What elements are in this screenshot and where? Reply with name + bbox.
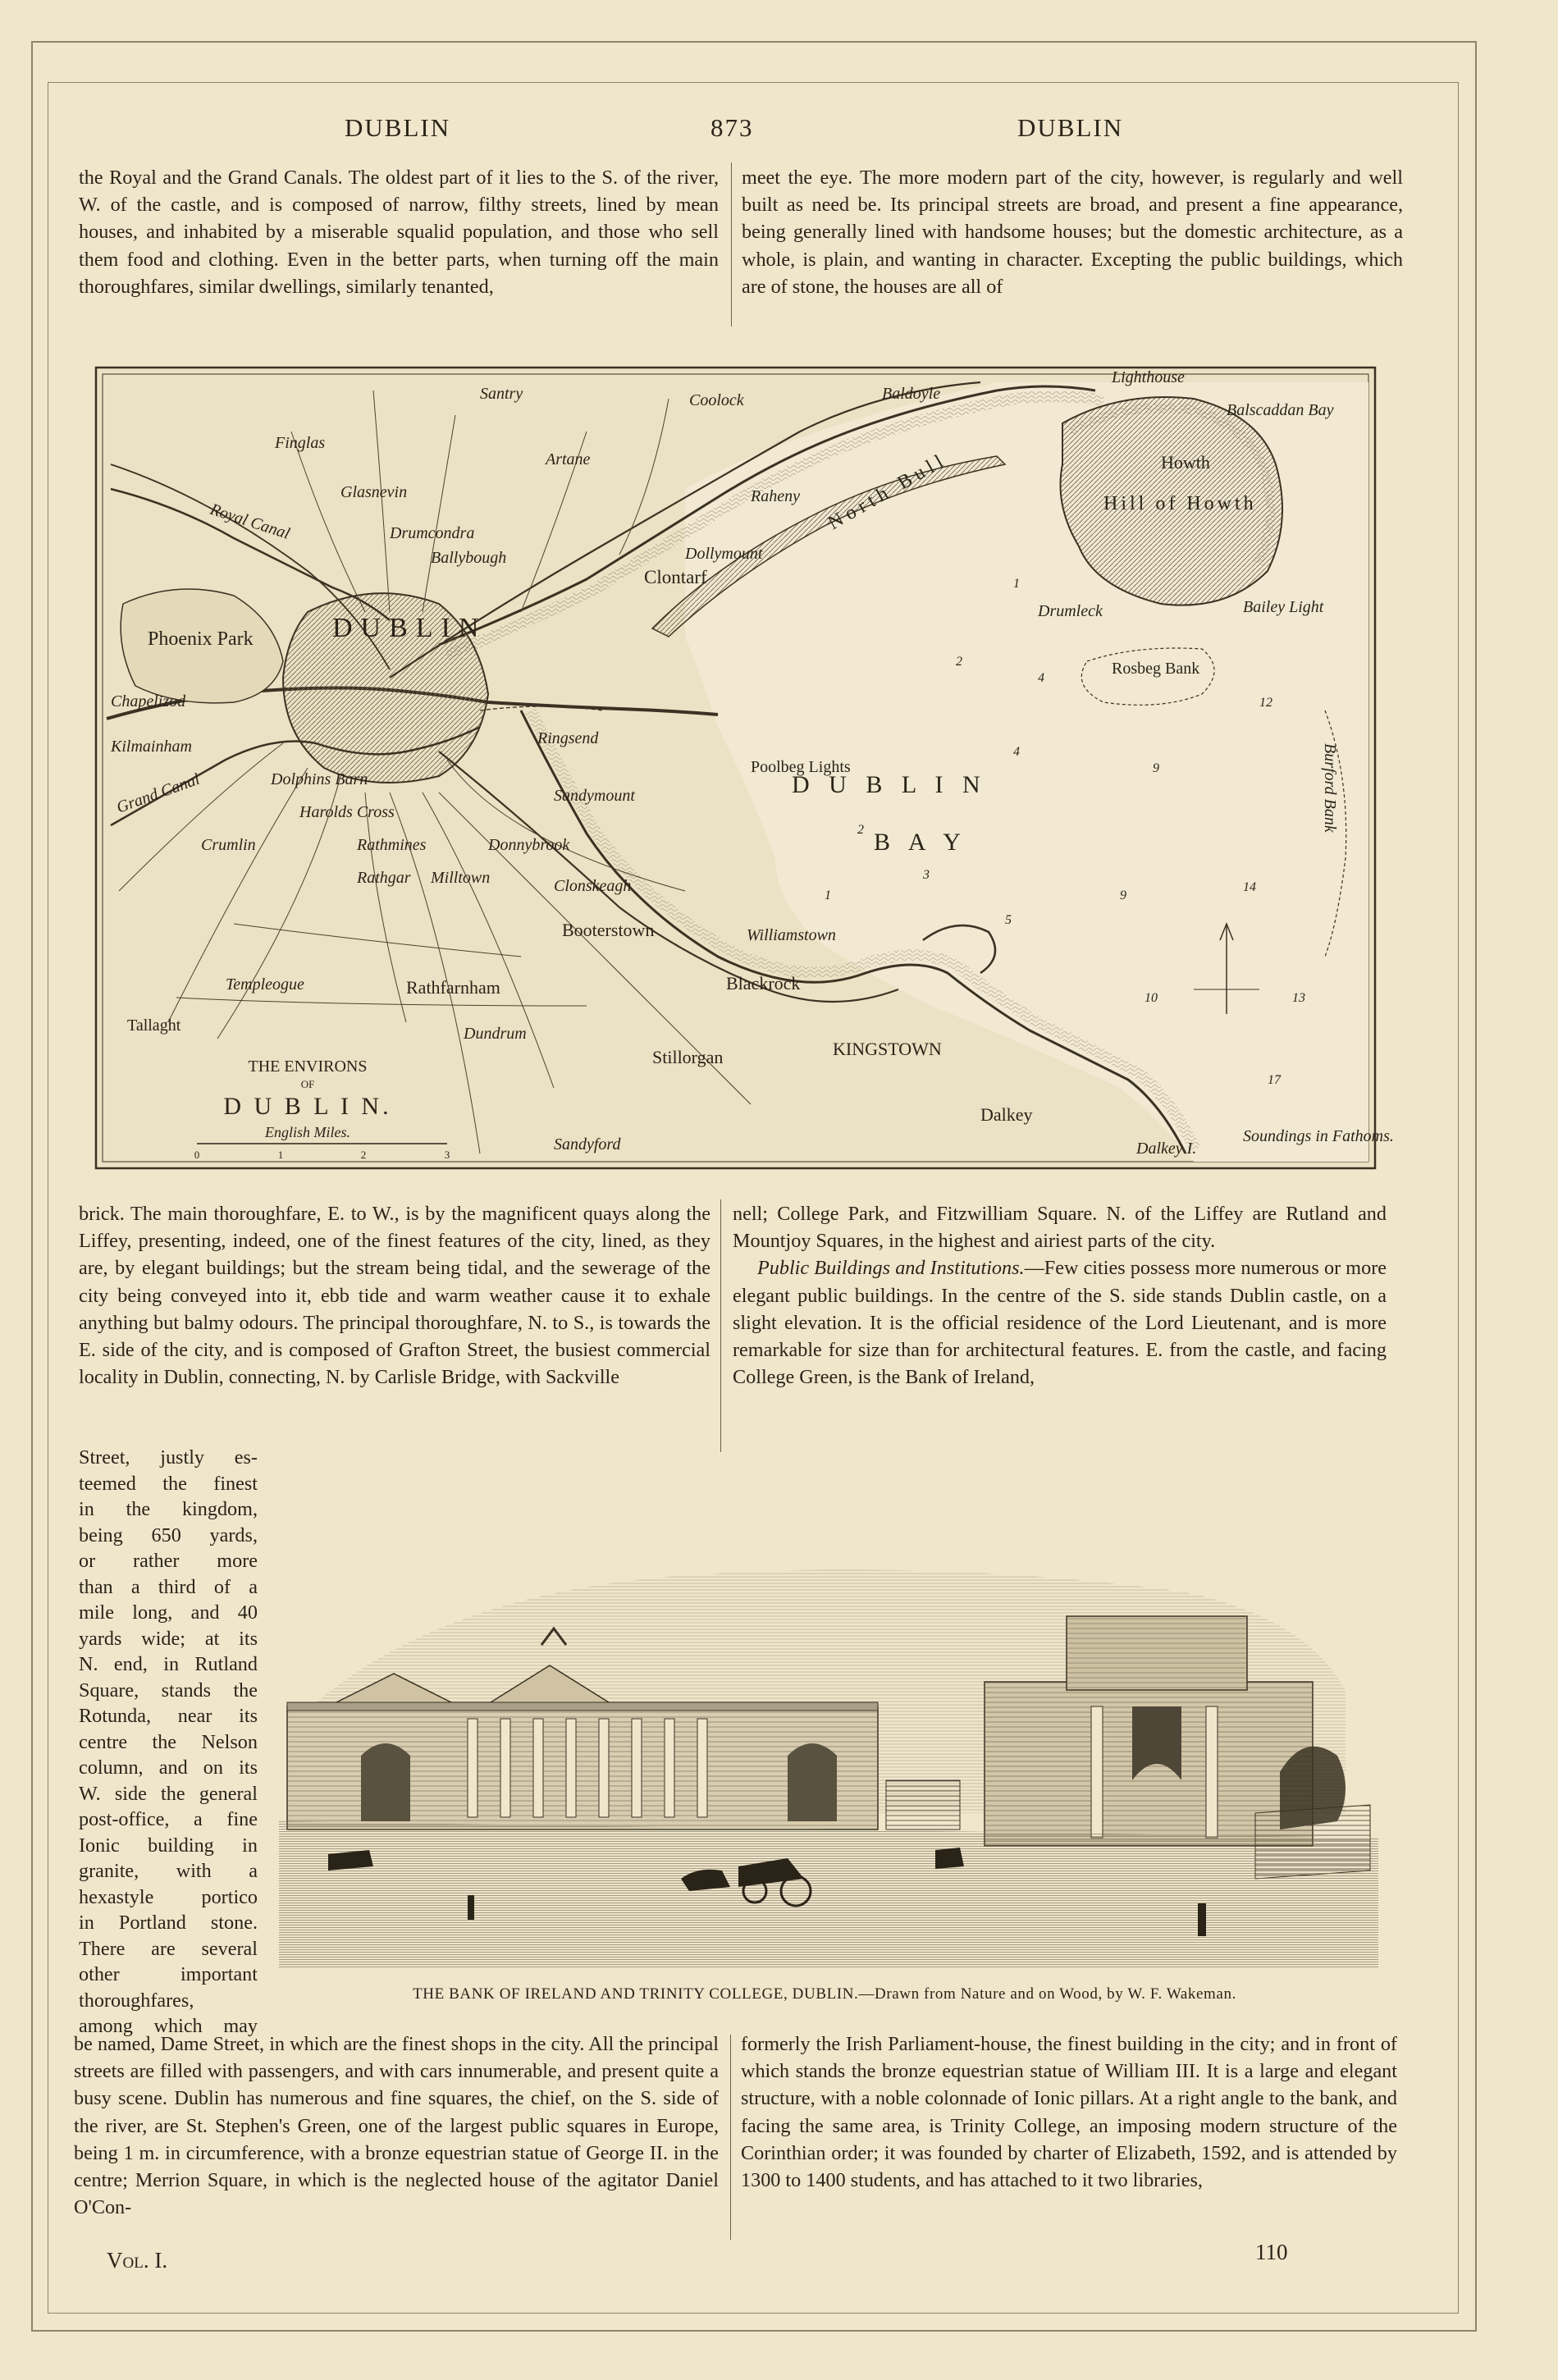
pedestrian bbox=[1198, 1903, 1206, 1936]
sounding: 1 bbox=[825, 889, 831, 902]
map-label-grand-canal: Grand Canal bbox=[114, 770, 203, 817]
map-label-dalkey-island: Dalkey I. bbox=[1136, 1140, 1197, 1158]
map-label-chapelizod: Chapelizod bbox=[111, 692, 186, 710]
map-scale-tick: 3 bbox=[444, 1149, 450, 1161]
map-label-dublin-city: DUBLIN bbox=[332, 613, 487, 643]
narrow-text-line: Ionic building in bbox=[79, 1834, 258, 1857]
map-label-finglas: Finglas bbox=[275, 434, 326, 452]
narrow-text-line: Street, justly es- bbox=[79, 1446, 258, 1469]
map-scale-tick: 2 bbox=[360, 1149, 367, 1161]
sounding: 3 bbox=[923, 868, 930, 882]
map-label-donnybrook: Donnybrook bbox=[488, 836, 570, 854]
sounding: 2 bbox=[956, 655, 962, 669]
map-label-dundrum: Dundrum bbox=[464, 1025, 527, 1043]
pedestrian bbox=[468, 1895, 474, 1920]
map-label-burford-bank: Burford Bank bbox=[1321, 743, 1339, 833]
narrow-text-line: than a third of a bbox=[79, 1575, 258, 1598]
text-mid-right-b-body: —Few cities possess more numerous or more elegant public buildings. In the centre of the S. side stands Dublin castle, on a slight elevation. It is the official residence of the Lord Lieutenant, and is more remarkable for size than for architectural features. E. from the castle, and facing College Green, is the Bank of Ireland, bbox=[733, 1257, 1387, 1389]
map-label-phoenix-park: Phoenix Park bbox=[148, 628, 254, 650]
section-heading-public-buildings: Public Buildings and Institutions. bbox=[757, 1257, 1025, 1280]
text-mid-right-a: nell; College Park, and Fitzwilliam Square. N. of the Liffey are Rutland and Mountjoy Squares, in the highest and airiest parts of the city. bbox=[733, 1203, 1387, 1253]
column-rule-mid bbox=[720, 1199, 721, 1452]
narrow-text-line: mile long, and 40 bbox=[79, 1601, 258, 1624]
map-label-sandyford: Sandyford bbox=[554, 1135, 621, 1153]
running-head-left: DUBLIN bbox=[345, 113, 451, 142]
narrow-text-line: N. end, in Rutland bbox=[79, 1653, 258, 1675]
narrow-text-line: yards wide; at its bbox=[79, 1627, 258, 1650]
narrow-text-line: among which may bbox=[79, 2015, 258, 2037]
narrow-text-line: Square, stands the bbox=[79, 1679, 258, 1702]
map-label-santry: Santry bbox=[480, 385, 523, 403]
sounding: 1 bbox=[1013, 577, 1020, 591]
map-label-artane: Artane bbox=[546, 450, 591, 468]
map-label-lighthouse: Lighthouse bbox=[1112, 368, 1185, 386]
map-label-rathgar: Rathgar bbox=[357, 869, 411, 887]
map-label-soundings: Soundings in Fathoms. bbox=[1243, 1127, 1394, 1145]
narrow-text-line: or rather more bbox=[79, 1550, 258, 1572]
narrow-text-line: thoroughfares, bbox=[79, 1989, 194, 2012]
map-label-rosbeg-bank: Rosbeg Bank bbox=[1112, 660, 1200, 678]
map-label-drumcondra: Drumcondra bbox=[390, 524, 475, 542]
map-label-sandymount: Sandymount bbox=[554, 787, 635, 805]
map-title-line2: OF bbox=[300, 1078, 315, 1090]
map-label-tallaght: Tallaght bbox=[127, 1016, 181, 1035]
footer-signature: 110 bbox=[1255, 2240, 1288, 2264]
narrow-text-line: in the kingdom, bbox=[79, 1498, 258, 1520]
map-label-stillorgan: Stillorgan bbox=[652, 1047, 724, 1067]
text-bottom-left: be named, Dame Street, in which are the finest shops in the city. All the principal streets are filled with passengers, and with cars innumerable, and present quite a busy scene. Dublin has numerous and fine squares, the chief, on the S. side of the river, are St. Stephen's Green, one of the largest public squares in Europe, being 1 m. in circumference, with a bronze equestrian statue of George II. in the centre; Merrion Square, in which is the neglected house of the agitator Daniel O'Con- bbox=[74, 2033, 719, 2219]
map-scale-tick: 0 bbox=[194, 1149, 200, 1161]
map-label-coolock: Coolock bbox=[689, 391, 744, 409]
engraving-caption: THE BANK OF IRELAND AND TRINITY COLLEGE, DUBLIN.—Drawn from Nature and on Wood, by W. F. Wakeman. bbox=[413, 1985, 1236, 2003]
map-label-milltown: Milltown bbox=[431, 869, 491, 887]
map-label-hill-of-howth: Hill of Howth bbox=[1103, 493, 1257, 514]
narrow-text-line: teemed the finest bbox=[79, 1472, 258, 1495]
map-label-raheny: Raheny bbox=[751, 487, 800, 505]
map-label-dublin-bay-2: B A Y bbox=[874, 829, 967, 856]
map-title-line1: THE ENVIRONS bbox=[248, 1058, 368, 1076]
sounding: 17 bbox=[1268, 1073, 1281, 1087]
map-label-blackrock: Blackrock bbox=[726, 973, 801, 994]
map-label-north-bull: North Bull bbox=[825, 449, 952, 535]
map-label-drumleck: Drumleck bbox=[1038, 602, 1103, 620]
sounding: 10 bbox=[1145, 991, 1158, 1005]
sounding: 4 bbox=[1038, 671, 1044, 685]
narrow-text-line: centre the Nelson bbox=[79, 1730, 258, 1753]
map-label-clontarf: Clontarf bbox=[644, 567, 707, 587]
narrow-text-line: There are several bbox=[79, 1937, 258, 1960]
map-label-dolphins-barn: Dolphins Barn bbox=[271, 770, 368, 788]
running-head-right: DUBLIN bbox=[1017, 113, 1124, 142]
sounding: 2 bbox=[857, 823, 864, 837]
narrow-text-line: in Portland stone. bbox=[79, 1912, 258, 1934]
map-label-clonskeagh: Clonskeagh bbox=[554, 877, 632, 895]
map-label-harolds-cross: Harolds Cross bbox=[299, 803, 395, 821]
map-label-kilmainham: Kilmainham bbox=[111, 738, 192, 756]
narrow-text-line: granite, with a bbox=[79, 1860, 258, 1882]
text-bottom-right: formerly the Irish Parliament-house, the finest building in the city; and in front of which stands the bronze equestrian statue of William III. It is a large and elegant structure, with a noble colonnade of Ionic pillars. At a right angle to the bank, and facing the same area, is Trinity College, an imposing modern structure of the Corinthian order; it was founded by charter of Elizabeth, 1592, and is attended by 1300 to 1400 students, and has attached to it two libraries, bbox=[741, 2033, 1397, 2192]
narrow-text-line: hexastyle portico bbox=[79, 1885, 258, 1908]
map-label-baldoyle: Baldoyle bbox=[882, 385, 941, 403]
map-label-howth: Howth bbox=[1161, 452, 1210, 473]
narrow-text-line: being 650 yards, bbox=[79, 1523, 258, 1546]
map-label-balscaddan-bay: Balscaddan Bay bbox=[1227, 401, 1334, 419]
map-label-royal-canal: Royal Canal bbox=[208, 500, 292, 543]
cart bbox=[935, 1848, 964, 1869]
sounding: 12 bbox=[1259, 696, 1272, 710]
narrow-text-line: post-office, a fine bbox=[79, 1808, 258, 1830]
page-number: 873 bbox=[710, 113, 754, 142]
map-label-booterstown: Booterstown bbox=[562, 920, 655, 940]
map-label-ringsend: Ringsend bbox=[537, 729, 599, 747]
sounding: 9 bbox=[1153, 761, 1159, 775]
sounding: 9 bbox=[1120, 889, 1126, 902]
map-label-glasnevin: Glasnevin bbox=[340, 483, 408, 501]
text-top-right: meet the eye. The more modern part of the city, however, is regularly and well built as need be. Its principal streets are broad, and present a fine appearance, being generally lined with handsome houses; but the domestic architecture, as a whole, is plain, and wanting in character. Excepting the public buildings, which are of stone, the houses are all of bbox=[742, 167, 1403, 298]
text-mid-right bbox=[733, 1200, 1387, 1391]
map-scale-tick: 1 bbox=[277, 1149, 284, 1161]
footer-volume: Vol. I. bbox=[107, 2248, 168, 2273]
map-label-crumlin: Crumlin bbox=[201, 836, 256, 854]
column-rule-bottom bbox=[730, 2035, 731, 2240]
narrow-text-line: other important bbox=[79, 1963, 258, 1985]
narrow-text-line: column, and on its bbox=[79, 1756, 258, 1779]
map-label-ballybough: Ballybough bbox=[431, 549, 507, 567]
map-label-dollymount: Dollymount bbox=[685, 545, 763, 563]
map-label-williamstown: Williamstown bbox=[747, 926, 836, 944]
map-scale-label: English Miles. bbox=[265, 1124, 350, 1140]
map-label-dublin-bay-1: D U B L I N bbox=[792, 771, 987, 798]
map-environs-of-dublin bbox=[94, 366, 1394, 1170]
narrow-text-line: W. side the general bbox=[79, 1782, 258, 1805]
text-mid-right-b bbox=[733, 1254, 1387, 1391]
sounding: 5 bbox=[1005, 913, 1012, 927]
engraving-bank-of-ireland bbox=[279, 1542, 1378, 1969]
map-label-templeogue: Templeogue bbox=[226, 975, 304, 994]
text-mid-left: brick. The main thoroughfare, E. to W., is by the magnificent quays along the Liffey, presenting, indeed, one of the finest features of the city, lined, as they are, by elegant buildings; but the stream being tidal, and the sewerage of the city being conveyed into it, ebb tide and warm weather cause it to exhale anything but balmy odours. The principal thoroughfare, N. to S., is towards the E. side of the city, and is composed of Grafton Street, the busiest commercial locality in Dublin, connecting, N. by Carlisle Bridge, with Sackville bbox=[79, 1203, 710, 1389]
sounding: 13 bbox=[1292, 991, 1305, 1005]
sounding: 4 bbox=[1013, 745, 1020, 759]
map-label-rathfarnham: Rathfarnham bbox=[406, 977, 500, 998]
map-label-kingstown: KINGSTOWN bbox=[833, 1039, 942, 1059]
sounding: 14 bbox=[1243, 880, 1256, 894]
map-title-line3: D U B L I N. bbox=[223, 1093, 392, 1120]
narrow-text-line: Rotunda, near its bbox=[79, 1705, 258, 1727]
map-label-bailey-light: Bailey Light bbox=[1243, 598, 1324, 616]
column-rule-top bbox=[731, 162, 732, 327]
map-label-dalkey: Dalkey bbox=[980, 1104, 1033, 1125]
map-label-rathmines: Rathmines bbox=[357, 836, 427, 854]
text-narrow-wrap bbox=[79, 1445, 258, 2040]
map-label-poolbeg-lights: Poolbeg Lights bbox=[751, 758, 851, 776]
text-top-left: the Royal and the Grand Canals. The oldest part of it lies to the S. of the river, W. of the castle, and is composed of narrow, filthy streets, lined by mean houses, and inhabited by a miserable squalid population, and those who sell them food and clothing. Even in the better parts, when turning off the main thoroughfares, similar dwellings, similarly tenanted, bbox=[79, 167, 719, 298]
